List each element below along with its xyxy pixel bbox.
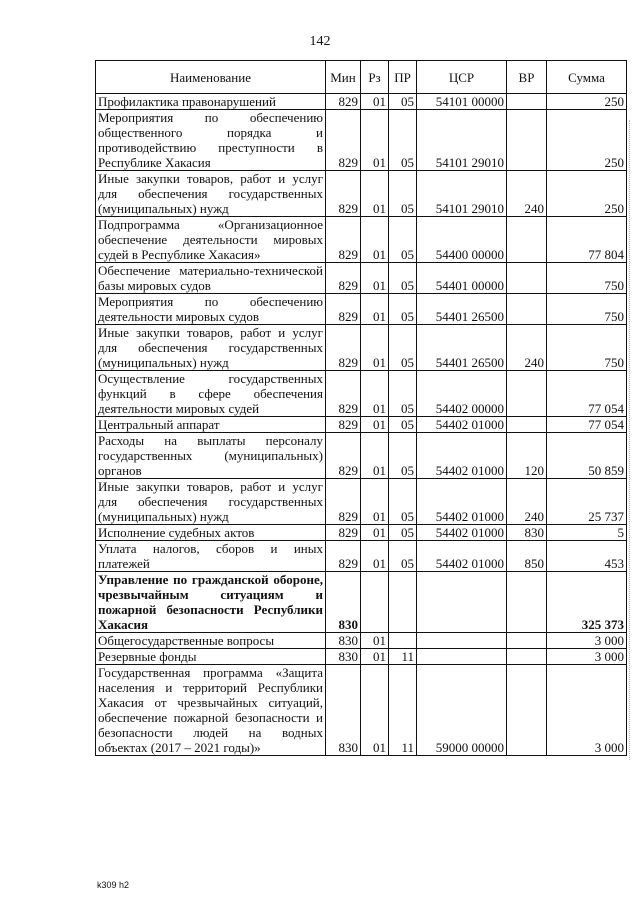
budget-table bbox=[95, 60, 627, 756]
cell-sum: 750 bbox=[547, 325, 627, 371]
table-row bbox=[96, 649, 627, 665]
cell-vr bbox=[507, 94, 547, 110]
header-vr: ВР bbox=[507, 61, 547, 94]
cell-min: 829 bbox=[326, 94, 361, 110]
cell-sum: 250 bbox=[547, 110, 627, 171]
cell-pr bbox=[389, 633, 417, 649]
table-row bbox=[96, 541, 627, 572]
cell-rz: 01 bbox=[361, 433, 389, 479]
cell-min: 829 bbox=[326, 525, 361, 541]
cell-sum: 3 000 bbox=[547, 665, 627, 756]
cell-min: 829 bbox=[326, 371, 361, 417]
cell-min: 829 bbox=[326, 433, 361, 479]
cell-rz: 01 bbox=[361, 325, 389, 371]
cell-rz: 01 bbox=[361, 541, 389, 572]
cell-csr: 54401 26500 bbox=[417, 325, 507, 371]
table-header-row bbox=[96, 61, 627, 94]
cell-csr: 54402 01000 bbox=[417, 417, 507, 433]
cell-csr: 54401 00000 bbox=[417, 263, 507, 294]
cell-name: Резервные фонды bbox=[96, 649, 326, 665]
cell-rz: 01 bbox=[361, 665, 389, 756]
cell-vr bbox=[507, 371, 547, 417]
cell-name: Обеспечение материально-технической базы мировых судов bbox=[96, 263, 326, 294]
cell-rz bbox=[361, 572, 389, 633]
cell-rz: 01 bbox=[361, 171, 389, 217]
cell-rz: 01 bbox=[361, 479, 389, 525]
cell-vr: 830 bbox=[507, 525, 547, 541]
cell-min: 829 bbox=[326, 217, 361, 263]
cell-rz: 01 bbox=[361, 525, 389, 541]
cell-csr bbox=[417, 633, 507, 649]
cell-csr: 54402 01000 bbox=[417, 433, 507, 479]
cell-name: Государственная программа «Защита населения и территорий Республики Хакасия от чрезвычайных ситуаций, обеспечение пожарной безопасности и безопасности людей на водных объектах (2017 – 2021 годы)» bbox=[96, 665, 326, 756]
cell-min: 830 bbox=[326, 665, 361, 756]
cell-sum: 750 bbox=[547, 294, 627, 325]
table-row bbox=[96, 325, 627, 371]
cell-vr: 120 bbox=[507, 433, 547, 479]
cell-sum: 25 737 bbox=[547, 479, 627, 525]
cell-csr bbox=[417, 572, 507, 633]
cell-csr: 59000 00000 bbox=[417, 665, 507, 756]
cell-sum: 250 bbox=[547, 171, 627, 217]
table-row bbox=[96, 572, 627, 633]
cell-sum: 250 bbox=[547, 94, 627, 110]
cell-name: Осуществление государственных функций в сфере обеспечения деятельности мировых судей bbox=[96, 371, 326, 417]
cell-name: Уплата налогов, сборов и иных платежей bbox=[96, 541, 326, 572]
cell-pr: 05 bbox=[389, 525, 417, 541]
cell-vr bbox=[507, 217, 547, 263]
cell-sum: 3 000 bbox=[547, 649, 627, 665]
cell-pr: 05 bbox=[389, 171, 417, 217]
cell-min: 830 bbox=[326, 572, 361, 633]
cell-pr: 05 bbox=[389, 325, 417, 371]
table-row bbox=[96, 94, 627, 110]
cell-min: 830 bbox=[326, 633, 361, 649]
cell-min: 829 bbox=[326, 263, 361, 294]
cell-vr bbox=[507, 110, 547, 171]
cell-name: Иные закупки товаров, работ и услуг для обеспечения государственных (муниципальных) нужд bbox=[96, 171, 326, 217]
cell-pr: 11 bbox=[389, 649, 417, 665]
cell-pr: 05 bbox=[389, 263, 417, 294]
cell-pr: 05 bbox=[389, 479, 417, 525]
cell-pr: 05 bbox=[389, 294, 417, 325]
table-row bbox=[96, 479, 627, 525]
cell-min: 829 bbox=[326, 171, 361, 217]
cell-min: 829 bbox=[326, 541, 361, 572]
cell-sum: 5 bbox=[547, 525, 627, 541]
cell-rz: 01 bbox=[361, 417, 389, 433]
cell-pr: 11 bbox=[389, 665, 417, 756]
cell-csr: 54401 26500 bbox=[417, 294, 507, 325]
table-row bbox=[96, 171, 627, 217]
cell-pr: 05 bbox=[389, 110, 417, 171]
cell-rz: 01 bbox=[361, 110, 389, 171]
cell-sum: 77 054 bbox=[547, 371, 627, 417]
cell-rz: 01 bbox=[361, 649, 389, 665]
cell-min: 829 bbox=[326, 417, 361, 433]
cell-name: Общегосударственные вопросы bbox=[96, 633, 326, 649]
cell-sum: 77 054 bbox=[547, 417, 627, 433]
scan-edge-marks bbox=[629, 120, 638, 760]
cell-vr: 240 bbox=[507, 325, 547, 371]
cell-name: Мероприятия по обеспечению общественного порядка и противодействию преступности в Республике Хакасия bbox=[96, 110, 326, 171]
cell-sum: 750 bbox=[547, 263, 627, 294]
cell-vr: 240 bbox=[507, 171, 547, 217]
cell-vr bbox=[507, 263, 547, 294]
cell-min: 829 bbox=[326, 479, 361, 525]
cell-min: 830 bbox=[326, 649, 361, 665]
cell-pr: 05 bbox=[389, 433, 417, 479]
cell-pr: 05 bbox=[389, 94, 417, 110]
header-rz: Рз bbox=[361, 61, 389, 94]
cell-csr: 54101 29010 bbox=[417, 171, 507, 217]
cell-csr: 54101 00000 bbox=[417, 94, 507, 110]
cell-rz: 01 bbox=[361, 217, 389, 263]
cell-rz: 01 bbox=[361, 263, 389, 294]
cell-pr: 05 bbox=[389, 371, 417, 417]
footer-code: k309 h2 bbox=[97, 880, 130, 890]
cell-sum: 50 859 bbox=[547, 433, 627, 479]
cell-sum: 77 804 bbox=[547, 217, 627, 263]
table-row bbox=[96, 525, 627, 541]
table-row bbox=[96, 263, 627, 294]
cell-sum: 325 373 bbox=[547, 572, 627, 633]
cell-csr: 54402 00000 bbox=[417, 371, 507, 417]
cell-csr: 54402 01000 bbox=[417, 525, 507, 541]
cell-pr: 05 bbox=[389, 541, 417, 572]
header-min: Мин bbox=[326, 61, 361, 94]
cell-name: Расходы на выплаты персоналу государственных (муниципальных) органов bbox=[96, 433, 326, 479]
header-sum: Сумма bbox=[547, 61, 627, 94]
cell-pr bbox=[389, 572, 417, 633]
cell-rz: 01 bbox=[361, 294, 389, 325]
header-csr: ЦСР bbox=[417, 61, 507, 94]
cell-vr bbox=[507, 649, 547, 665]
cell-rz: 01 bbox=[361, 94, 389, 110]
cell-sum: 3 000 bbox=[547, 633, 627, 649]
table-row bbox=[96, 633, 627, 649]
cell-sum: 453 bbox=[547, 541, 627, 572]
cell-vr bbox=[507, 294, 547, 325]
table-row bbox=[96, 417, 627, 433]
cell-name: Подпрограмма «Организационное обеспечение деятельности мировых судей в Республике Хакасия» bbox=[96, 217, 326, 263]
table-row bbox=[96, 371, 627, 417]
cell-csr: 54101 29010 bbox=[417, 110, 507, 171]
cell-name: Мероприятия по обеспечению деятельности мировых судов bbox=[96, 294, 326, 325]
table-row bbox=[96, 217, 627, 263]
table-row bbox=[96, 433, 627, 479]
table-row bbox=[96, 110, 627, 171]
header-name: Наименование bbox=[96, 61, 326, 94]
cell-csr: 54402 01000 bbox=[417, 479, 507, 525]
cell-vr: 850 bbox=[507, 541, 547, 572]
cell-vr bbox=[507, 417, 547, 433]
cell-name: Иные закупки товаров, работ и услуг для обеспечения государственных (муниципальных) нужд bbox=[96, 479, 326, 525]
cell-pr: 05 bbox=[389, 417, 417, 433]
header-pr: ПР bbox=[389, 61, 417, 94]
cell-pr: 05 bbox=[389, 217, 417, 263]
cell-csr bbox=[417, 649, 507, 665]
table-row bbox=[96, 665, 627, 756]
cell-name: Управление по гражданской обороне, чрезвычайным ситуациям и пожарной безопасности Республики Хакасия bbox=[96, 572, 326, 633]
cell-name: Профилактика правонарушений bbox=[96, 94, 326, 110]
cell-rz: 01 bbox=[361, 371, 389, 417]
cell-name: Иные закупки товаров, работ и услуг для обеспечения государственных (муниципальных) нужд bbox=[96, 325, 326, 371]
cell-name: Исполнение судебных актов bbox=[96, 525, 326, 541]
cell-csr: 54400 00000 bbox=[417, 217, 507, 263]
cell-vr bbox=[507, 665, 547, 756]
page-number: 142 bbox=[309, 34, 331, 49]
cell-min: 829 bbox=[326, 325, 361, 371]
cell-name: Центральный аппарат bbox=[96, 417, 326, 433]
cell-csr: 54402 01000 bbox=[417, 541, 507, 572]
cell-min: 829 bbox=[326, 294, 361, 325]
table-row bbox=[96, 294, 627, 325]
cell-vr: 240 bbox=[507, 479, 547, 525]
cell-vr bbox=[507, 633, 547, 649]
cell-vr bbox=[507, 572, 547, 633]
cell-rz: 01 bbox=[361, 633, 389, 649]
cell-min: 829 bbox=[326, 110, 361, 171]
